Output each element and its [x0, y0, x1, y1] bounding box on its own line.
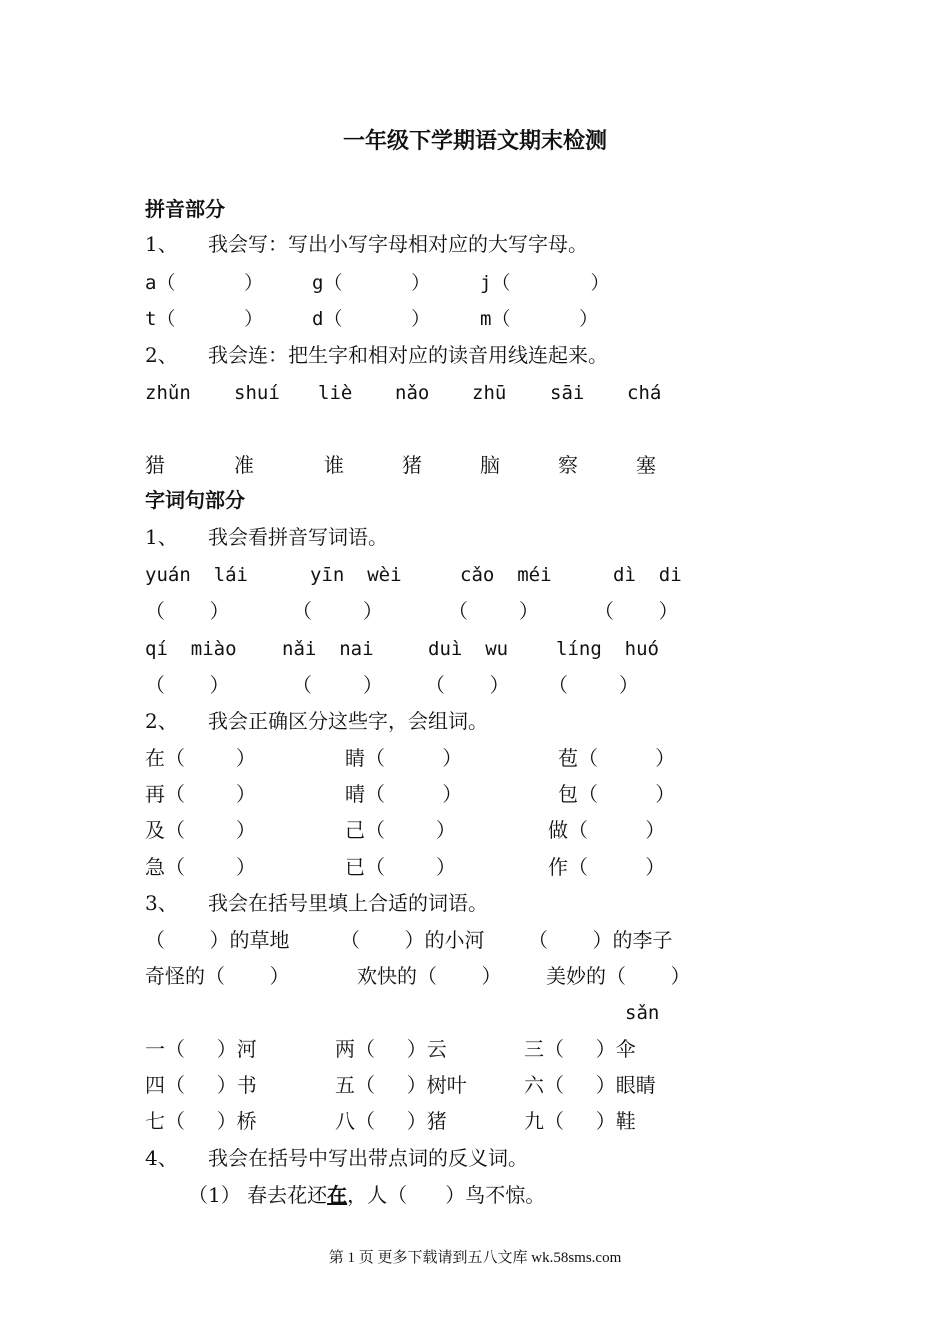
pinyin-item: zhū: [472, 382, 507, 404]
phrase-blank: 奇怪的（ ）: [145, 964, 290, 988]
letter-blank: g（ ）: [312, 272, 431, 294]
pinyin-item: shuí: [234, 382, 280, 404]
question-number: 1、: [145, 525, 178, 549]
measure-blank: 一（ ）河: [145, 1037, 257, 1061]
pinyin-item: nǎo: [395, 382, 430, 404]
question-text: 我会在括号中写出带点词的反义词。: [208, 1146, 528, 1170]
answer-blank: （ ）: [145, 673, 230, 697]
question-number: 1、: [145, 232, 178, 256]
answer-blank: （ ）: [448, 599, 539, 623]
item-number: （1）: [188, 1183, 241, 1207]
answer-blank: （ ）: [292, 673, 383, 697]
char-blank: 急（ ）: [145, 855, 256, 879]
pinyin-word: yīn wèi: [310, 564, 402, 586]
page-title: 一年级下学期语文期末检测: [342, 129, 607, 154]
pinyin-item: chá: [627, 382, 662, 404]
char-item: 猎: [145, 453, 165, 477]
char-blank: 晴（ ）: [345, 782, 463, 806]
phrase-blank: （ ）的李子: [528, 928, 673, 952]
measure-blank: 两（ ）云: [335, 1037, 447, 1061]
dotted-word: 在: [327, 1183, 348, 1207]
pinyin-item: zhǔn: [145, 382, 191, 404]
char-blank: 做（ ）: [548, 818, 666, 842]
sentence-text: ，人（ ）鸟不惊。: [347, 1183, 546, 1207]
question-number: 2、: [145, 343, 178, 367]
answer-blank: （ ）: [145, 599, 230, 623]
question-text: 我会在括号里填上合适的词语。: [208, 891, 488, 915]
char-blank: 已（ ）: [345, 855, 456, 879]
question-number: 4、: [145, 1146, 178, 1170]
sentence-text: 春去花还: [247, 1183, 328, 1207]
char-blank: 苞（ ）: [558, 746, 676, 770]
measure-blank: 三（ ）伞: [524, 1037, 636, 1061]
answer-blank: （ ）: [292, 599, 383, 623]
char-item: 准: [234, 453, 254, 477]
char-blank: 己（ ）: [345, 818, 456, 842]
measure-blank: 六（ ）眼睛: [524, 1073, 656, 1097]
pinyin-item: sāi: [550, 382, 585, 404]
phrase-blank: 欢快的（ ）: [357, 964, 502, 988]
char-item: 谁: [324, 453, 344, 477]
san-pinyin: sǎn: [625, 1002, 660, 1024]
question-text: 我会看拼音写词语。: [208, 525, 388, 549]
question-text: 我会正确区分这些字，会组词。: [208, 709, 488, 733]
char-blank: 及（ ）: [145, 818, 256, 842]
pinyin-item: liè: [318, 382, 353, 404]
answer-blank: （ ）: [594, 599, 679, 623]
char-item: 察: [558, 453, 578, 477]
pinyin-word: duì wu: [428, 638, 509, 660]
char-blank: 在（ ）: [145, 746, 256, 770]
pinyin-word: qí miào: [145, 638, 237, 660]
answer-blank: （ ）: [425, 673, 510, 697]
letter-blank: d（ ）: [312, 308, 431, 330]
measure-blank: 七（ ）桥: [145, 1109, 257, 1133]
section-heading-pinyin: 拼音部分: [145, 197, 225, 221]
letter-blank: a（ ）: [145, 272, 264, 294]
question-number: 3、: [145, 891, 178, 915]
char-blank: 睛（ ）: [345, 746, 463, 770]
letter-blank: m（ ）: [480, 308, 599, 330]
phrase-blank: （ ）的小河: [340, 928, 485, 952]
char-blank: 包（ ）: [558, 782, 676, 806]
pinyin-word: líng huó: [556, 638, 659, 660]
page-footer: 第 1 页 更多下载请到五八文库 wk.58sms.com: [328, 1250, 622, 1266]
pinyin-word: nǎi nai: [282, 638, 374, 660]
phrase-blank: 美妙的（ ）: [546, 964, 691, 988]
letter-blank: j（ ）: [480, 272, 610, 294]
section-heading-words: 字词句部分: [145, 488, 245, 512]
phrase-blank: （ ）的草地: [145, 928, 290, 952]
char-blank: 作（ ）: [548, 855, 666, 879]
measure-blank: 八（ ）猪: [335, 1109, 447, 1133]
sentence-item: [188, 1183, 545, 1207]
question-number: 2、: [145, 709, 178, 733]
answer-blank: （ ）: [548, 673, 639, 697]
measure-blank: 五（ ）树叶: [335, 1073, 467, 1097]
question-text: 我会连：把生字和相对应的读音用线连起来。: [208, 343, 608, 367]
char-item: 脑: [480, 453, 500, 477]
measure-blank: 四（ ）书: [145, 1073, 257, 1097]
measure-blank: 九（ ）鞋: [524, 1109, 636, 1133]
char-item: 猪: [402, 453, 422, 477]
char-item: 塞: [636, 453, 656, 477]
pinyin-word: dì di: [613, 564, 682, 586]
char-blank: 再（ ）: [145, 782, 256, 806]
question-text: 我会写：写出小写字母相对应的大写字母。: [208, 232, 588, 256]
letter-blank: t（ ）: [145, 308, 264, 330]
pinyin-word: cǎo méi: [460, 564, 552, 586]
pinyin-word: yuán lái: [145, 564, 248, 586]
